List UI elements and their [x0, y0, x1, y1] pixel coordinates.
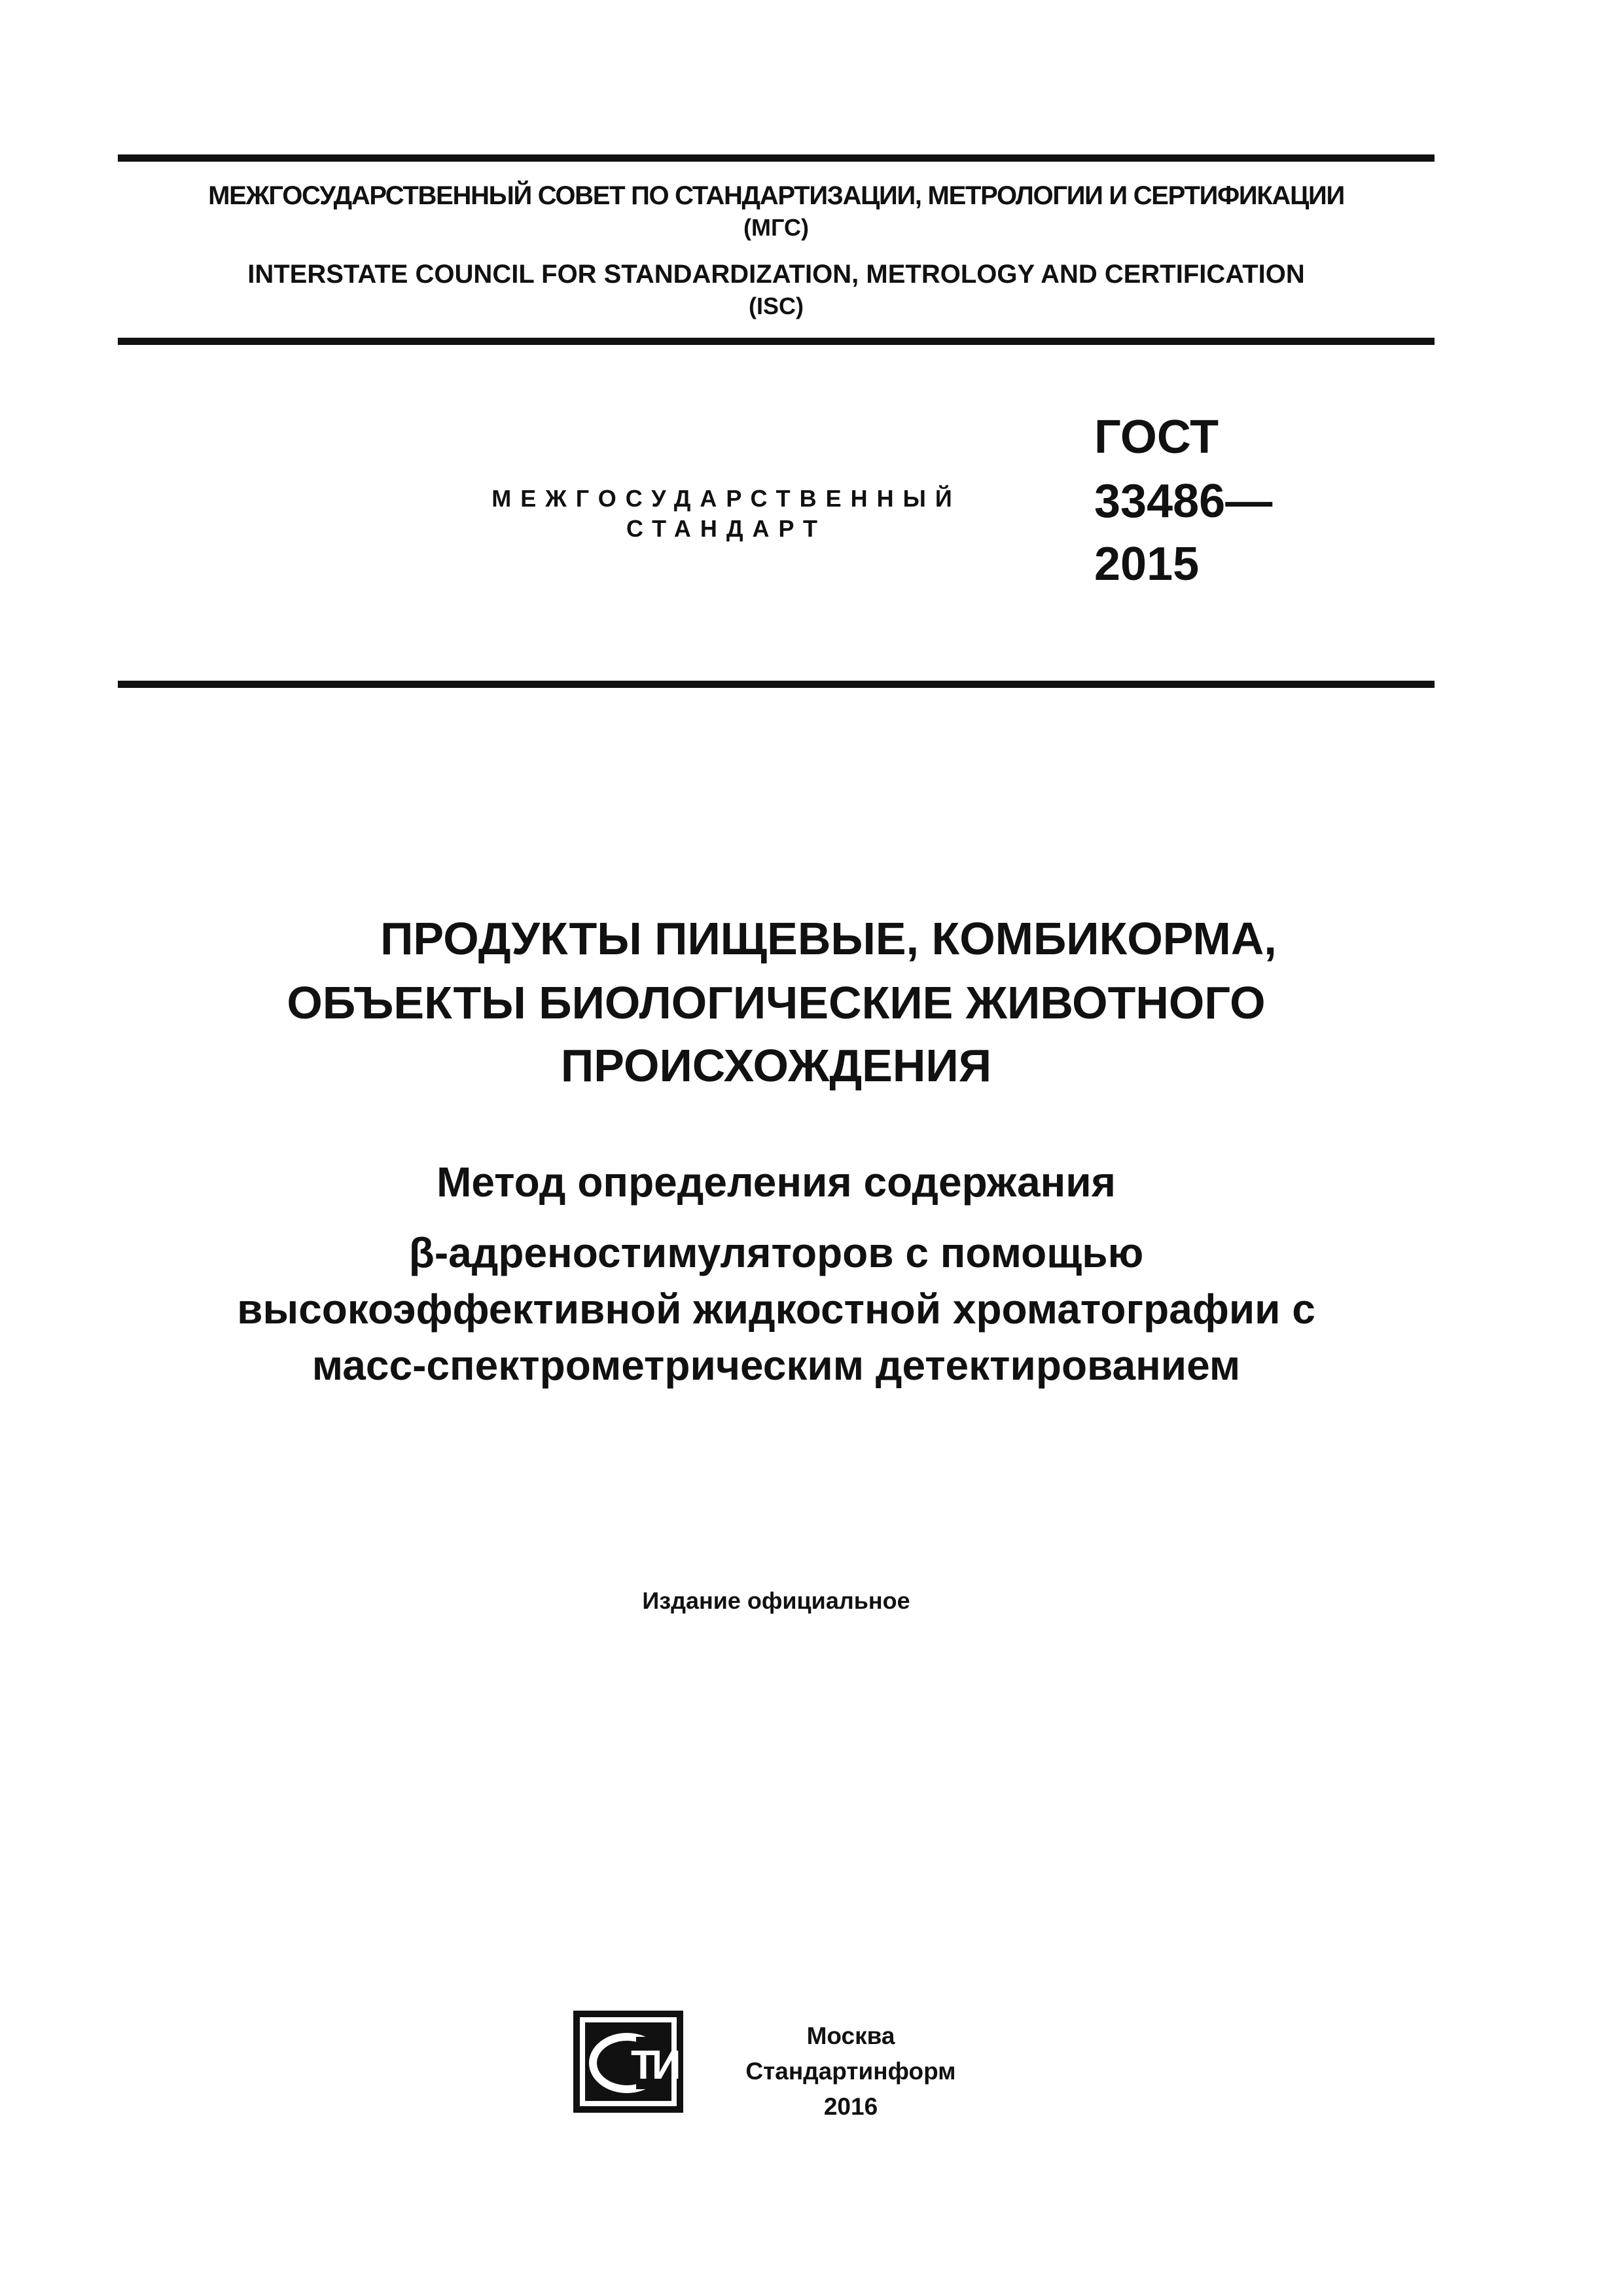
svg-text:ТИ: ТИ	[631, 2043, 677, 2088]
subtitle-line-1: Метод определения содержания	[437, 1158, 1116, 1206]
imprint-year: 2016	[823, 2093, 878, 2120]
council-name-en: INTERSTATE COUNCIL FOR STANDARDIZATION, METROLOGY AND CERTIFICATION	[247, 260, 1305, 289]
designation-line-2: СТАНДАРТ	[626, 515, 827, 542]
gost-year: 2015	[1094, 538, 1200, 590]
title-line-1: ПРОДУКТЫ ПИЩЕВЫЕ, КОМБИКОРМА,	[380, 913, 1277, 964]
council-name-ru: МЕЖГОСУДАРСТВЕННЫЙ СОВЕТ ПО СТАНДАРТИЗАЦИИ, МЕТРОЛОГИИ И СЕРТИФИКАЦИИ	[208, 181, 1344, 210]
imprint-publisher: Стандартинформ	[745, 2058, 956, 2085]
subtitle-line-2: β-адреностимуляторов с помощью	[408, 1229, 1144, 1276]
title-line-3: ПРОИСХОЖДЕНИЯ	[560, 1040, 992, 1091]
subtitle-line-4: масс-спектрометрическим детектированием	[312, 1342, 1241, 1389]
council-abbr-en: (ISC)	[749, 293, 804, 319]
designation-rule	[118, 681, 1435, 688]
standartinform-logo	[573, 2011, 683, 2113]
imprint-city: Москва	[806, 2022, 895, 2049]
header-rule	[118, 338, 1435, 345]
edition-note: Издание официальное	[642, 1587, 910, 1614]
top-rule	[118, 154, 1435, 162]
gost-prefix: ГОСТ	[1094, 411, 1219, 463]
council-abbr-ru: (МГС)	[743, 214, 809, 241]
subtitle-line-3: высокоэффективной жидкостной хроматографии с	[237, 1285, 1315, 1333]
gost-number: 33486—	[1094, 475, 1273, 528]
designation-line-1: МЕЖГОСУДАРСТВЕННЫЙ	[491, 485, 961, 512]
title-line-2: ОБЪЕКТЫ БИОЛОГИЧЕСКИЕ ЖИВОТНОГО	[287, 977, 1266, 1028]
standartinform-logo-icon	[573, 2011, 683, 2113]
